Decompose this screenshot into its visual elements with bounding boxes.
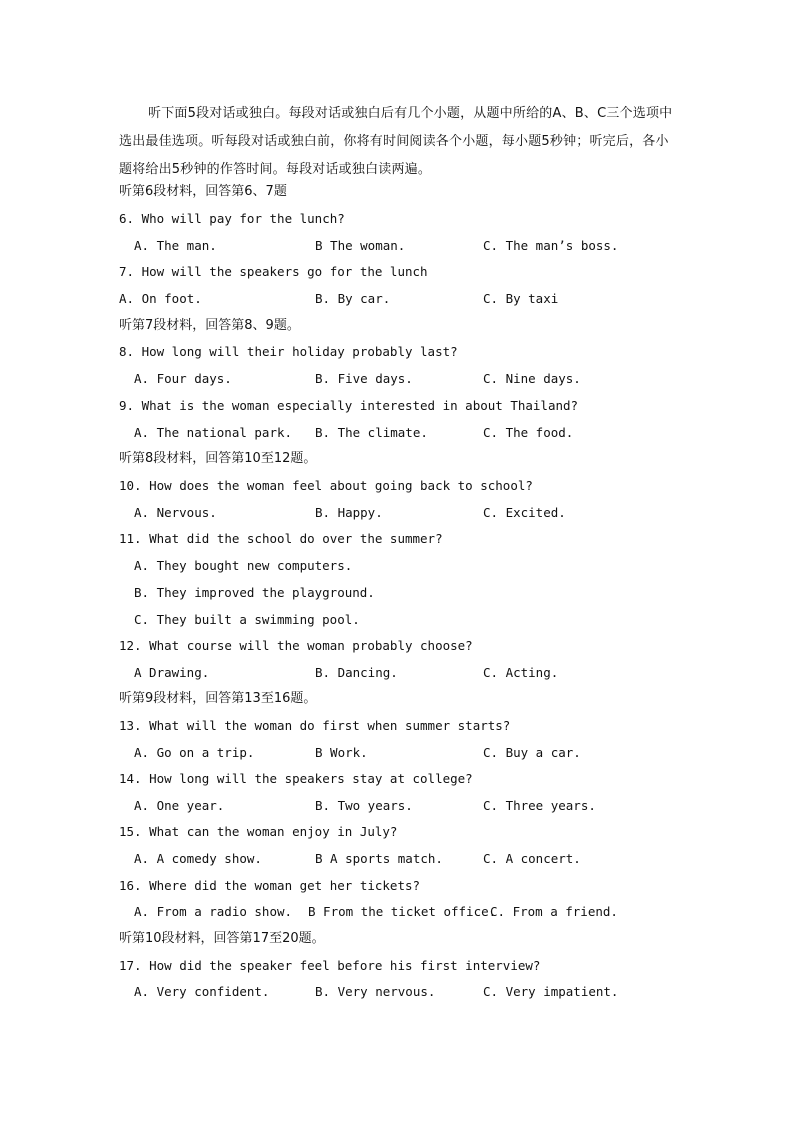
section-heading-9: 听第9段材料，回答第13至16题。 (119, 691, 317, 706)
question-17-stem: 17. How did the speaker feel before his first interview? (119, 958, 541, 973)
question-8-option-a: A. Four days. (134, 371, 232, 386)
section-heading-8: 听第8段材料，回答第10至12题。 (119, 451, 317, 466)
question-7-option-a: A. On foot. (119, 291, 202, 306)
question-14-option-a: A. One year. (134, 798, 225, 813)
question-14-option-b: B. Two years. (315, 798, 413, 813)
question-12-option-a: A Drawing. (134, 665, 210, 680)
question-14-stem: 14. How long will the speakers stay at college? (119, 771, 473, 786)
question-11-option-a: A. They bought new computers. (134, 558, 353, 573)
question-16-stem: 16. Where did the woman get her tickets? (119, 878, 421, 893)
question-15-option-a: A. A comedy show. (134, 851, 262, 866)
instructions-paragraph: 听下面5段对话或独白。每段对话或独白后有几个小题，从题中所给的A、B、C三个选项中选出最佳选项。听每段对话或独白前，你将有时间阅读各个小题，每小题5秒钟；听完后，各小题将给出5秒钟的作答时间。每段对话或独白读两遍。 (119, 106, 673, 177)
question-13-option-c: C. Buy a car. (483, 745, 581, 760)
question-8-stem: 8. How long will their holiday probably last? (119, 344, 458, 359)
question-15-option-c: C. A concert. (483, 851, 581, 866)
question-13-option-b: B Work. (315, 745, 368, 760)
question-17-option-a: A. Very confident. (134, 984, 270, 999)
question-6-option-c: C. The man’s boss. (483, 238, 619, 253)
question-6-option-a: A. The man. (134, 238, 217, 253)
question-8-option-c: C. Nine days. (483, 371, 581, 386)
question-13-stem: 13. What will the woman do first when summer starts? (119, 718, 511, 733)
question-6-option-b: B The woman. (315, 238, 406, 253)
question-12-stem: 12. What course will the woman probably choose? (119, 638, 473, 653)
question-7-option-b: B. By car. (315, 291, 391, 306)
question-16-option-b: B From the ticket office. (308, 904, 497, 919)
question-17-option-b: B. Very nervous. (315, 984, 436, 999)
question-9-option-b: B. The climate. (315, 425, 428, 440)
question-7-stem: 7. How will the speakers go for the lunch (119, 264, 428, 279)
question-15-option-b: B A sports match. (315, 851, 443, 866)
question-9-stem: 9. What is the woman especially interested in about Thailand? (119, 398, 579, 413)
question-15-stem: 15. What can the woman enjoy in July? (119, 824, 398, 839)
section-heading-6: 听第6段材料，回答第6、7题 (119, 184, 287, 199)
question-6-stem: 6. Who will pay for the lunch? (119, 211, 345, 226)
question-10-option-a: A. Nervous. (134, 505, 217, 520)
question-17-option-c: C. Very impatient. (483, 984, 619, 999)
question-9-option-a: A. The national park. (134, 425, 293, 440)
question-11-stem: 11. What did the school do over the summer? (119, 531, 443, 546)
question-7-option-c: C. By taxi (483, 291, 559, 306)
question-10-option-c: C. Excited. (483, 505, 566, 520)
question-14-option-c: C. Three years. (483, 798, 596, 813)
question-16-option-a: A. From a radio show. (134, 904, 293, 919)
question-11-option-b: B. They improved the playground. (134, 585, 375, 600)
question-12-option-b: B. Dancing. (315, 665, 398, 680)
question-12-option-c: C. Acting. (483, 665, 559, 680)
question-8-option-b: B. Five days. (315, 371, 413, 386)
question-9-option-c: C. The food. (483, 425, 574, 440)
question-13-option-a: A. Go on a trip. (134, 745, 255, 760)
section-heading-10: 听第10段材料，回答第17至20题。 (119, 931, 325, 946)
question-10-stem: 10. How does the woman feel about going back to school? (119, 478, 533, 493)
question-10-option-b: B. Happy. (315, 505, 383, 520)
question-16-option-c: C. From a friend. (490, 904, 618, 919)
section-heading-7: 听第7段材料，回答第8、9题。 (119, 318, 300, 333)
question-11-option-c: C. They built a swimming pool. (134, 612, 360, 627)
